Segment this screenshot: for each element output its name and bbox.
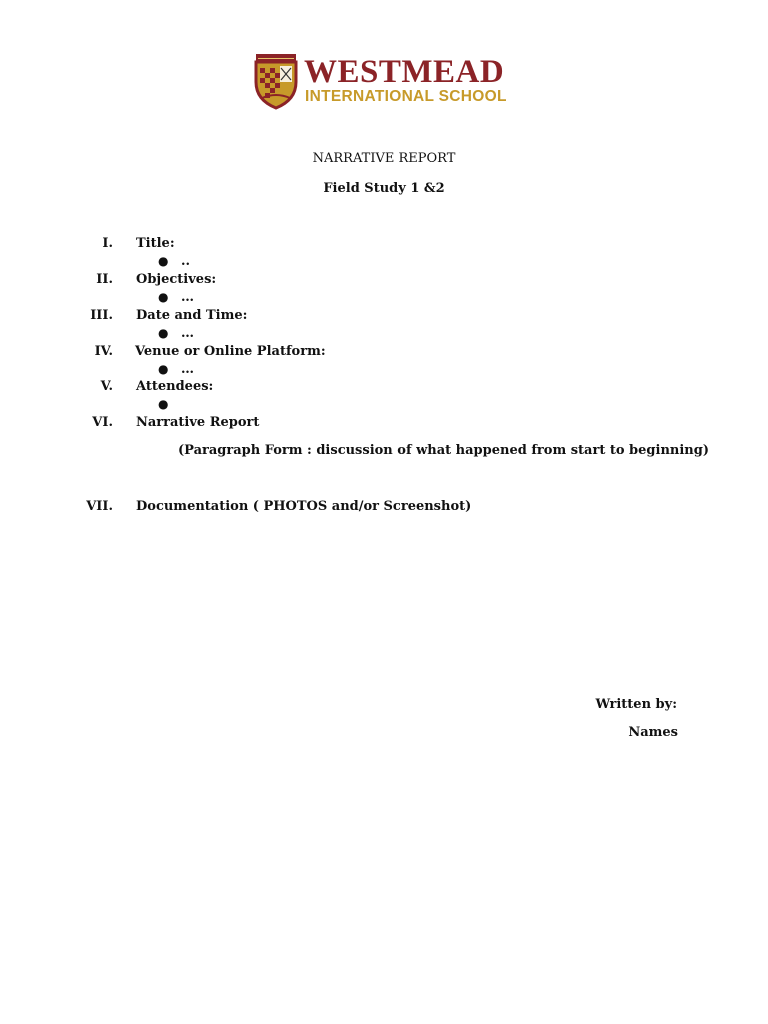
section-label: Narrative Report [136, 415, 260, 430]
section-label: Objectives: [136, 272, 217, 287]
bullet-text: … [181, 362, 194, 377]
section-number: V. [100, 379, 113, 394]
section-number: VII. [86, 499, 113, 514]
bullet-text: … [181, 290, 194, 305]
bullet-icon: ● [158, 290, 169, 304]
written-by-label: Written by: [595, 697, 677, 712]
section-number: I. [102, 236, 113, 251]
school-crest-icon [252, 52, 300, 110]
bullet-icon: ● [158, 254, 169, 268]
section-number: II. [96, 272, 113, 287]
section-label: Documentation ( PHOTOS and/or Screenshot) [136, 499, 472, 514]
school-logo [252, 52, 532, 112]
section-number: VI. [92, 415, 113, 430]
author-names: Names [628, 725, 678, 740]
bullet-text: … [181, 326, 194, 341]
narrative-instruction: (Paragraph Form : discussion of what happened from start to beginning) [178, 443, 709, 458]
section-number: IV. [94, 344, 113, 359]
report-subtitle: Field Study 1 &2 [323, 181, 445, 196]
bullet-text: .. [181, 254, 191, 269]
school-subtitle: INTERNATIONAL SCHOOL [305, 88, 507, 105]
bullet-icon: ● [158, 326, 169, 340]
bullet-icon: ● [158, 362, 169, 376]
report-title: NARRATIVE REPORT [312, 151, 456, 166]
bullet-icon: ● [158, 397, 169, 411]
section-label: Title: [136, 236, 175, 251]
school-name: WESTMEAD [304, 54, 505, 90]
section-label: Attendees: [136, 379, 214, 394]
section-label: Date and Time: [136, 308, 248, 323]
section-number: III. [90, 308, 113, 323]
section-label: Venue or Online Platform: [135, 344, 326, 359]
